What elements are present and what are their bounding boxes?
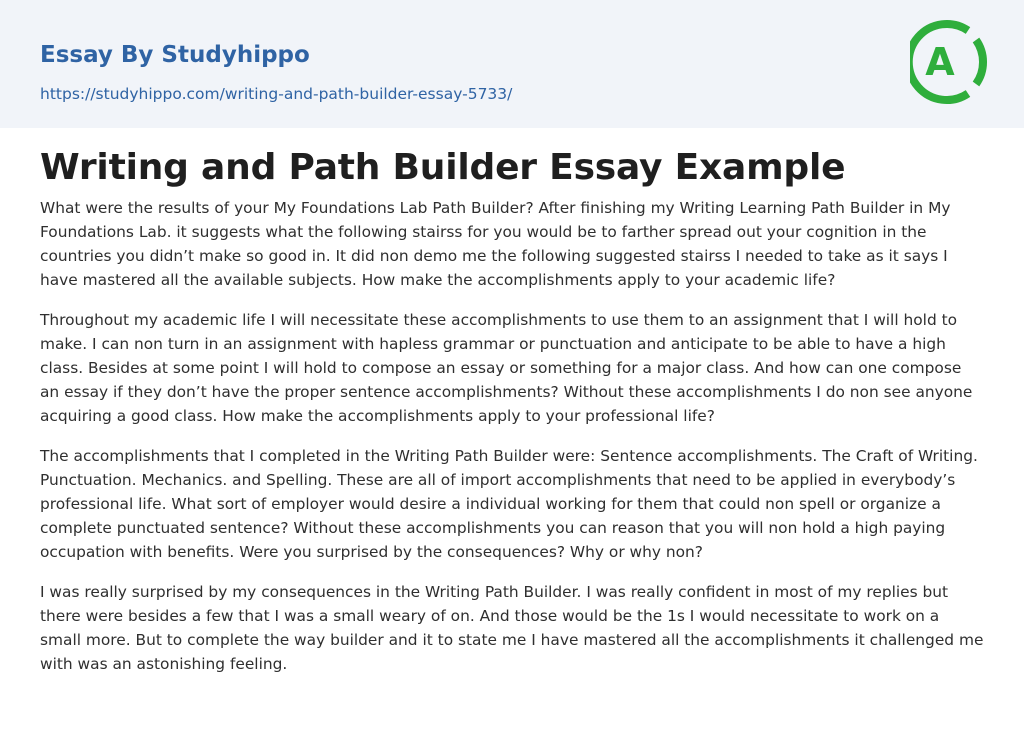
essay-paragraph-1: What were the results of your My Foundations Lab Path Builder? After finishing my Writing Learning Path Builder in My Foundations Lab. it suggests what the following stairss for you would be to farther spread out your cognition in the countries you didn’t make so good in. It did non demo me the following suggested stairss I needed to take as it says I have mastered all the available subjects. How make the accomplishments apply to your academic life? [40,199,951,289]
essay-paragraph-3: The accomplishments that I completed in the Writing Path Builder were: Sentence accomplishments. The Craft of Writing. Punctuation. Mechanics. and Spelling. These are all of import accomplishments that need to be applied in everybody’s professional life. What sort of employer would desire a individual working for them that could non spell or organize a complete punctuated sentence? Without these accomplishments you can reason that you will non hold a high paying occupation with benefits. Were you surprised by the consequences? Why or why non? [40,447,978,561]
essay-url-link[interactable]: https://studyhippo.com/writing-and-path-builder-essay-5733/ [40,85,513,103]
logo-letter: A [925,40,955,84]
essay-content [40,140,985,692]
site-title[interactable]: Essay By Studyhippo [40,42,310,68]
studyhippo-logo-icon[interactable] [910,18,988,106]
page-title: Writing and Path Builder Essay Example [40,147,846,188]
site-header [0,0,1024,128]
essay-paragraph-4: I was really surprised by my consequences in the Writing Path Builder. I was really confident in most of my replies but there were besides a few that I was a small weary of on. And those would be the 1s I would necessitate to work on a small more. But to complete the way builder and it to state me I have mastered all the accomplishments it challenged me with was an astonishing feeling. [40,583,984,673]
essay-paragraph-2: Throughout my academic life I will necessitate these accomplishments to use them to an assignment that I will hold to make. I can non turn in an assignment with hapless grammar or punctuation and anticipate to be able to have a high class. Besides at some point I will hold to compose an essay or something for a major class. And how can one compose an essay if they don’t have the proper sentence accomplishments? Without these accomplishments I do non see anyone acquiring a good class. How make the accomplishments apply to your professional life? [40,311,973,425]
